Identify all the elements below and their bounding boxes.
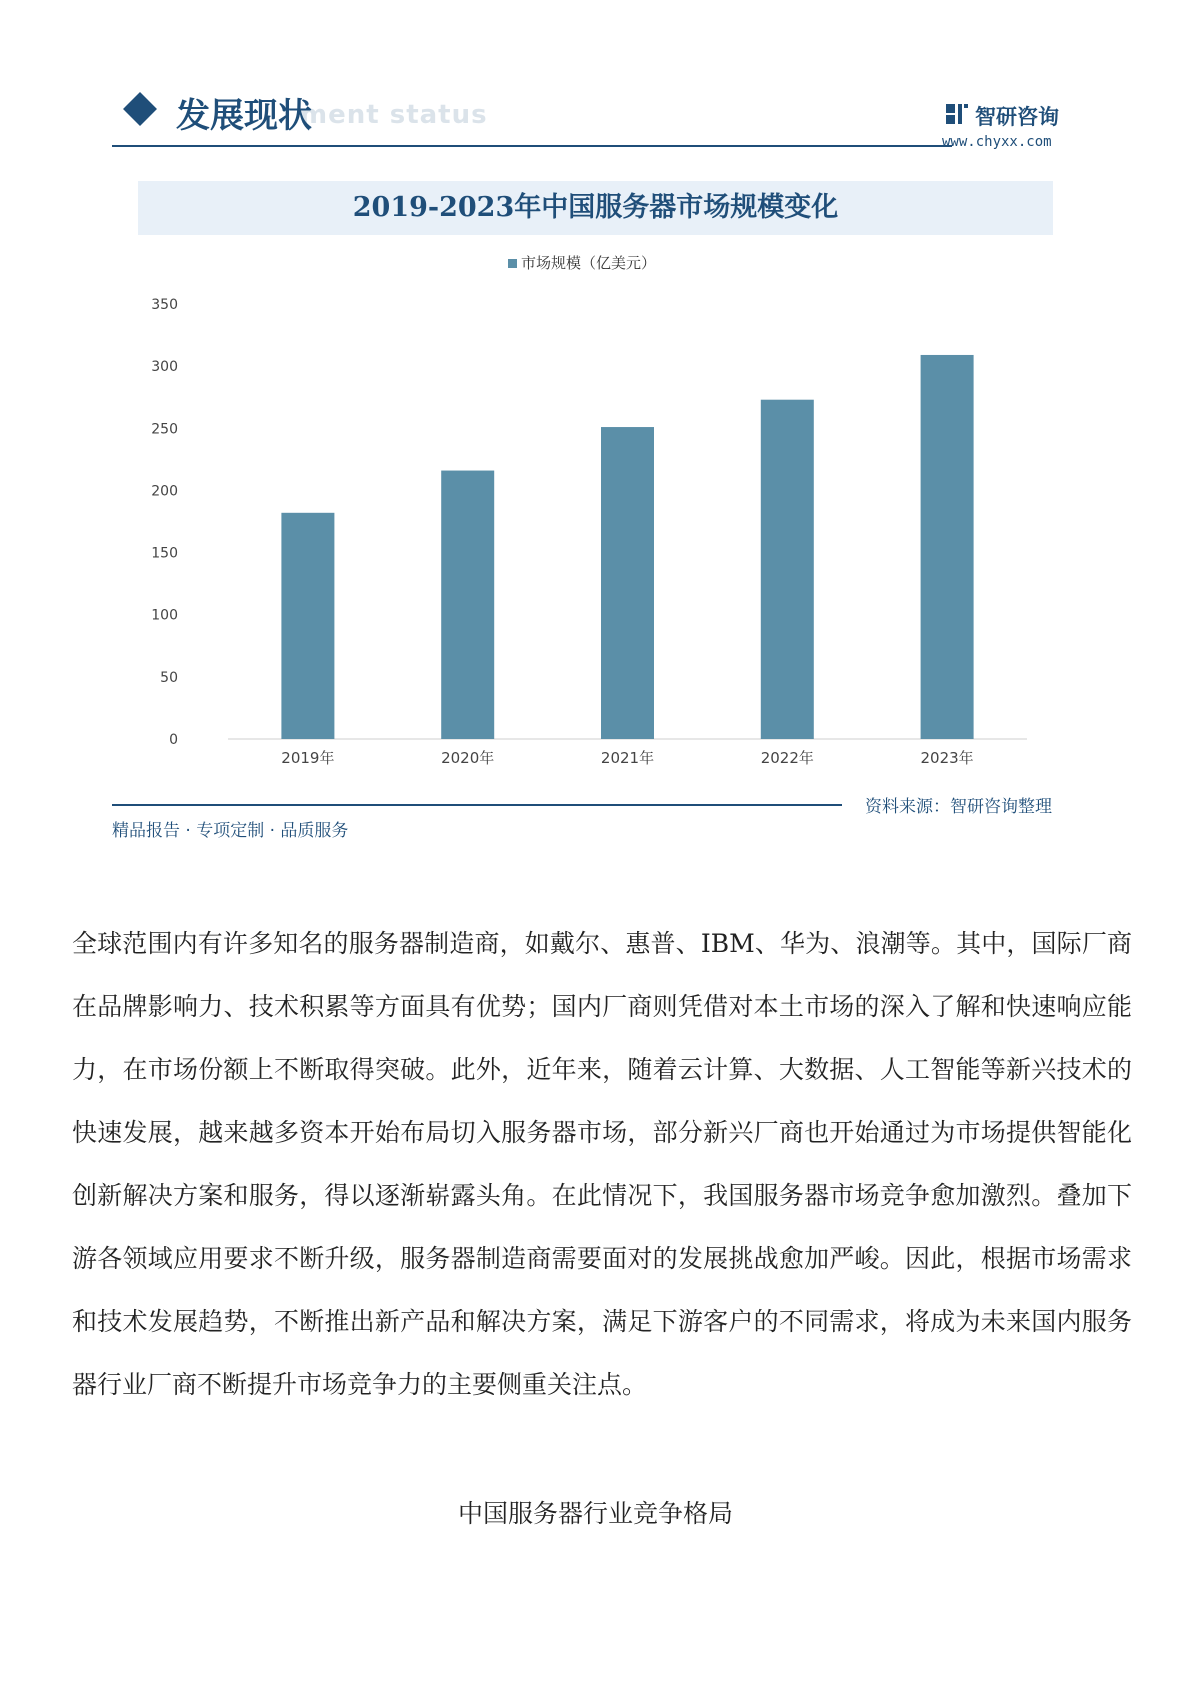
y-tick-label: 200 — [151, 483, 178, 500]
y-tick-label: 50 — [160, 669, 178, 686]
bar — [921, 355, 974, 739]
chart-footer-divider — [112, 804, 842, 806]
x-tick-label: 2021年 — [600, 749, 655, 767]
bar — [601, 427, 654, 739]
bar — [761, 400, 814, 739]
y-tick-label: 100 — [151, 607, 178, 624]
header-subtitle-watermark: ment status — [300, 100, 488, 130]
y-axis-ticks — [151, 297, 178, 748]
chart-slogan: 精品报告 · 专项定制 · 品质服务 — [112, 821, 349, 841]
bars — [281, 355, 973, 739]
brand-url: www.chyxx.com — [942, 134, 1052, 150]
x-tick-label: 2022年 — [760, 749, 814, 767]
brand-name: 智研咨询 — [975, 105, 1059, 129]
bar-chart — [0, 0, 1191, 790]
y-tick-label: 0 — [169, 732, 178, 748]
y-tick-label: 250 — [151, 421, 178, 438]
x-tick-label: 2023年 — [920, 749, 974, 767]
chart-source-note: 资料来源：智研咨询整理 — [865, 797, 1052, 817]
y-tick-label: 350 — [151, 297, 178, 313]
legend-swatch — [508, 259, 517, 268]
legend-label: 市场规模（亿美元） — [521, 254, 657, 272]
bar — [441, 471, 494, 739]
x-tick-label: 2020年 — [441, 749, 495, 767]
section-subheading: 中国服务器行业竞争格局 — [457, 1499, 733, 1528]
bar — [281, 513, 334, 739]
y-tick-label: 150 — [151, 545, 178, 562]
x-axis-ticks — [281, 749, 973, 767]
chart-title: 2019-2023年中国服务器市场规模变化 — [352, 192, 839, 223]
x-tick-label: 2019年 — [281, 749, 335, 767]
section-title: 发展现状 — [176, 96, 312, 136]
body-paragraph: 全球范围内有许多知名的服务器制造商，如戴尔、惠普、IBM、华为、浪潮等。其中，国际厂商在品牌影响力、技术积累等方面具有优势；国内厂商则凭借对本土市场的深入了解和快速响应能力，在市场份额上不断取得突破。此外，近年来，随着云计算、大数据、人工智能等新兴技术的快速发展，越来越多资本开始布局切入服务器市场，部分新兴厂商也开始通过为市场提供智能化创新解决方案和服务，得以逐渐崭露头角。在此情况下，我国服务器市场竞争愈加激烈。叠加下游各领域应用要求不断升级，服务器制造商需要面对的发展挑战愈加严峻。因此，根据市场需求和技术发展趋势，不断推出新产品和解决方案，满足下游客户的不同需求，将成为未来国内服务器行业厂商不断提升市场竞争力的主要侧重关注点。 — [72, 929, 1132, 1399]
y-tick-label: 300 — [151, 359, 178, 376]
chart-legend — [508, 254, 656, 272]
